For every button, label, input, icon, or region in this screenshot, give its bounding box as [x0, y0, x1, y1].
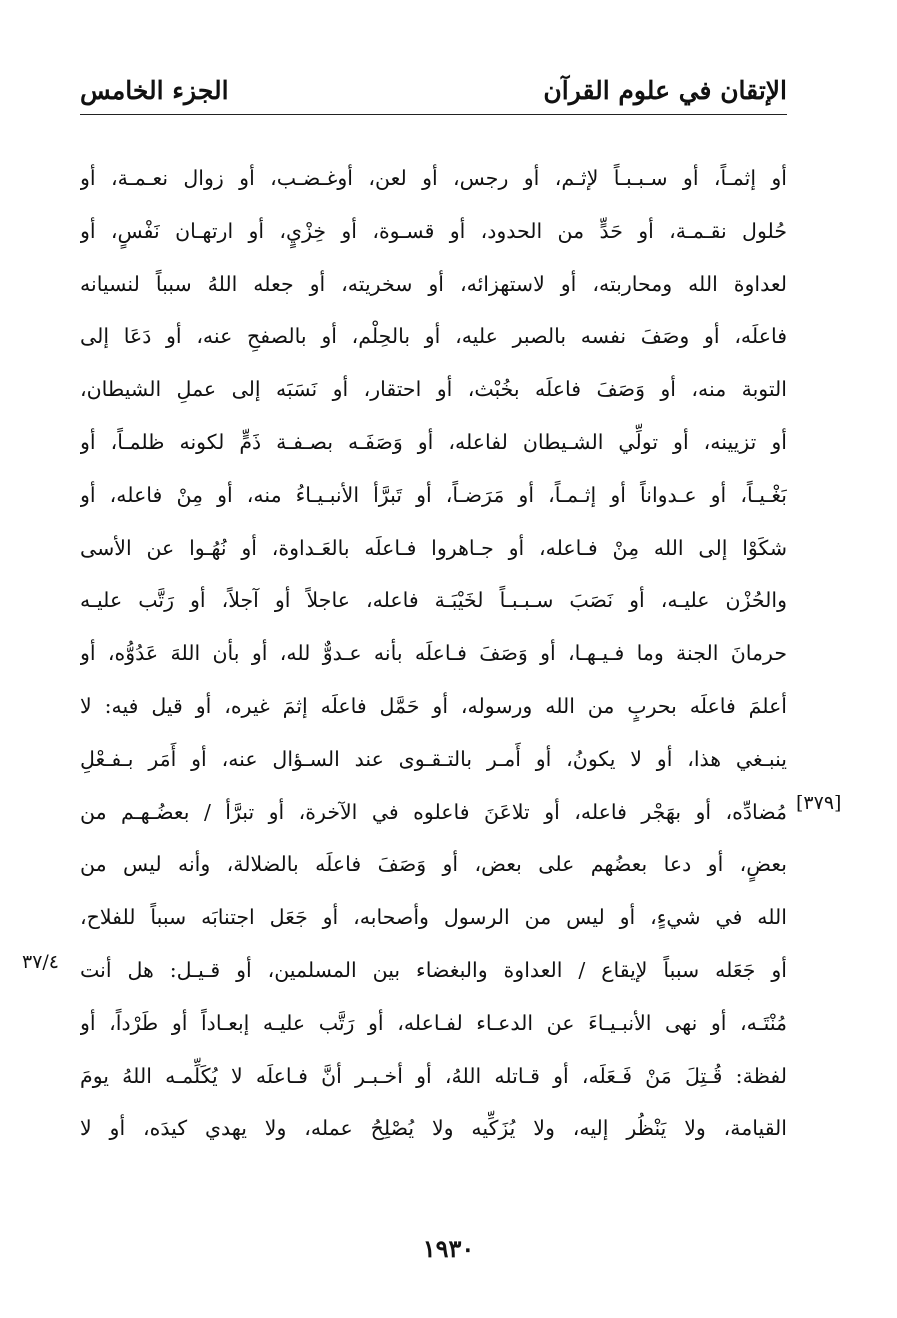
- text-line: لفظة: قُـتِلَ مَنْ فَـعَلَه، أو قـاتله اللهُ، أو أخـبـر أنَّ فـاعلَه لا يُكَلِّمـه اللهُ يومَ: [80, 1063, 787, 1088]
- text-line: فاعلَه، أو وصَفَ نفسه بالصبر عليه، أو بالحِلْم، أو بالصفحِ عنه، أو دَعَا إلى: [80, 324, 787, 349]
- text-line: أو تزيينه، أو تولِّي الشـيطان لفاعله، أو وَصَفَـه بصـفـة ذَمٍّ لكونه ظلمـاً، أو: [80, 429, 787, 454]
- text-line: شكَوْا إلى الله مِنْ فـاعله، أو جـاهروا فـاعلَه بالعَـداوة، أو نُهُـوا عن الأسى: [80, 535, 787, 560]
- page-number: ١٩٣٠: [422, 1234, 475, 1263]
- text-line: مُنْتَـه، أو نهى الأنبـيـاءَ عن الدعـاء لفـاعله، أو رَتَّب عليـه إبعـاداً أو طَرْداً، أو: [80, 1010, 787, 1035]
- text-line: حُلول نقـمـة، أو حَدٍّ من الحدود، أو قسـوة، أو خِزْيٍ، أو ارتهـان نَفْسٍ، أو: [80, 218, 787, 243]
- margin-volume-reference: ٣٧/٤: [22, 951, 60, 973]
- part-label: الجزء الخامس: [80, 76, 229, 105]
- text-line: القيامة، ولا يَنْظُر إليه، ولا يُزَكِّيه ولا يُصْلِحُ عمله، ولا يهدي كيدَه، أو لا: [80, 1116, 787, 1141]
- text-line: حرمانَ الجنة وما فـيـهـا، أو وَصَفَ فـاعلَه بأنه عـدوٌّ لله، أو بأن اللهَ عَدُوُّه، أو: [80, 641, 787, 666]
- text-line: التوبة منه، أو وَصَفَ فاعلَه بخُبْث، أو احتقار، أو نَسَبَه إلى عملِ الشيطان،: [80, 377, 787, 402]
- text-line: ينبـغي هذا، أو لا يكونُ، أو أَمـر بالتـقـوى عند السـؤال عنه، أو أَمَر بـفـعْلِ: [80, 746, 787, 771]
- running-header: [80, 72, 787, 115]
- text-line: والحُزْن عليـه، أو نَصَبَ سـبـبـاً لخَيْبَـة فاعله، عاجلاً أو آجلاً، أو رَتَّب عليـه: [80, 588, 787, 613]
- text-line: الله في شيءٍ، أو ليس من الرسول وأصحابه، أو جَعَل اجتنابَه سبباً للفلاح،: [80, 905, 787, 930]
- text-line: بعضٍ، أو دعا بعضُهم على بعض، أو وَصَفَ فاعلَه بالضلالة، وأنه ليس من: [80, 852, 787, 877]
- text-line: أو إثمـاً، أو سـبـبـاً لإثـم، أو رجس، أو لعن، أوغـضـب، أو زوال نعـمـة، أو: [80, 166, 787, 190]
- main-text-block: [80, 152, 787, 1155]
- text-line: أعلمَ فاعلَه بحربٍ من الله ورسوله، أو حَمَّل فاعلَه إثمَ غيره، أو قيل فيه: لا: [80, 693, 787, 718]
- text-line: لعداوة الله ومحاربته، أو لاستهزائه، أو سخريته، أو جعله اللهُ سبباً لنسيانه: [80, 271, 787, 296]
- margin-page-reference: [٣٧٩]: [796, 792, 842, 814]
- text-line: مُضادِّه، أو بهَجْر فاعله، أو تلاعَنَ فاعلوه في الآخرة، أو تبرَّأ / بعضُـهـم من: [80, 799, 787, 824]
- text-line: أو جَعَله سبباً لإيقاع / العداوة والبغضاء بين المسلمين، أو قـيـل: هل أنت: [80, 957, 787, 982]
- book-title: الإتقان في علوم القرآن: [543, 76, 787, 105]
- text-line: بَغْـيـاً، أو عـدواناً أو إثـمـاً، أو مَرَضـاً، أو تَبرَّأ الأنبـيـاءُ منه، أو مِنْ فاعله، أو: [80, 482, 787, 507]
